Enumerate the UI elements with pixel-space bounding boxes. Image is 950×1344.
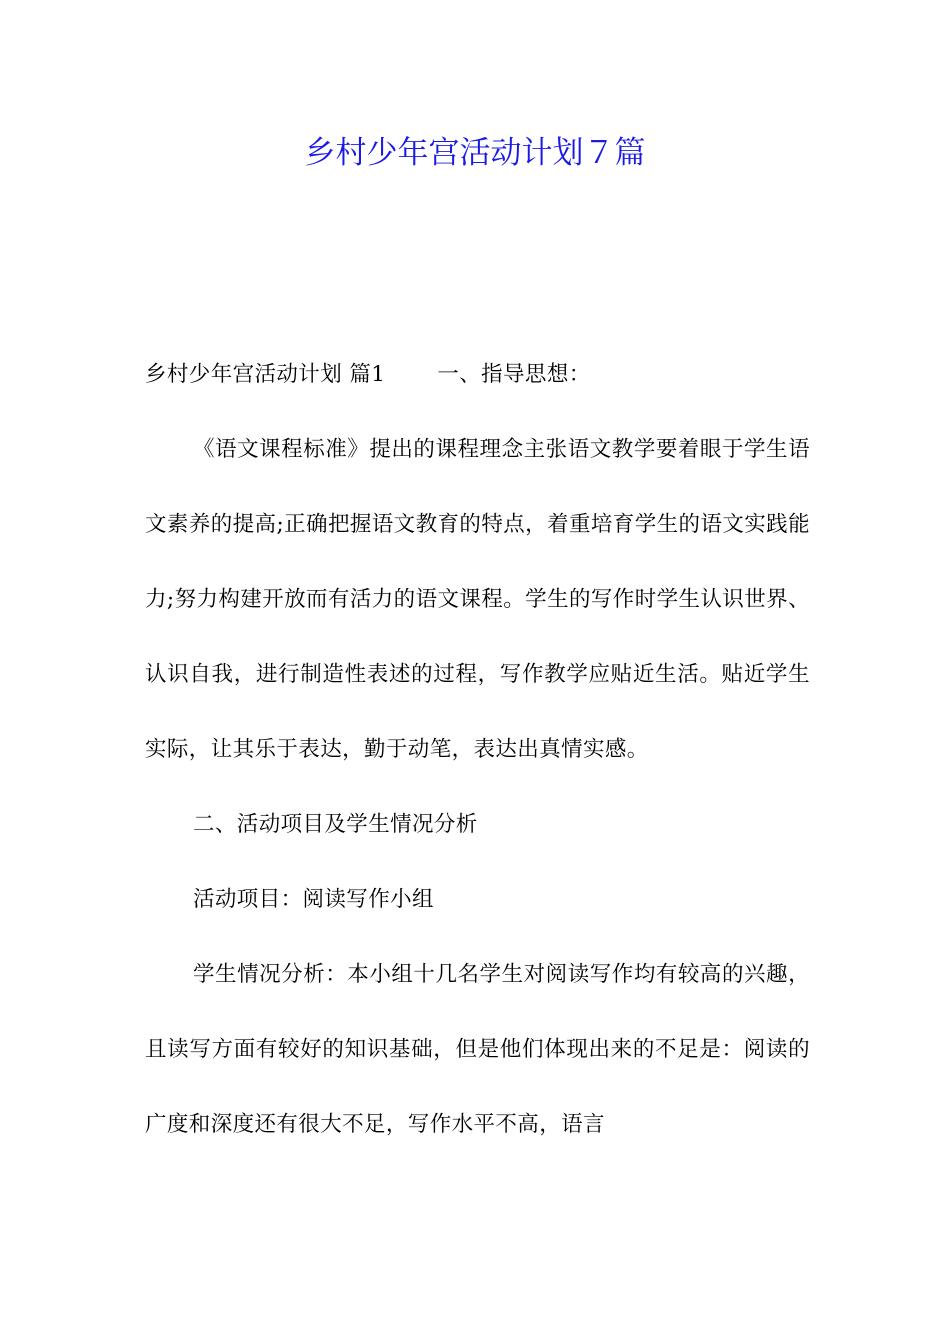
section-label: 乡村少年宫活动计划 篇1 [145,362,386,387]
activity-project-line: 活动项目：阅读写作小组 [193,887,434,912]
heading-guiding-thought: 一、指导思想： [437,362,591,387]
paragraph-curriculum: 《语文课程标准》提出的课程理念主张语文教学要着眼于学生语文素养的提高;正确把握语文教育的特点，着重培育学生的语文实践能力;努力构建开放而有活力的语文课程。学生的写作时学生认识世界、认识自我，进行制造性表述的过程，写作教学应贴近生活。贴近学生实际，让其乐于表达，勤于动笔，表达出真情实感。 [145,437,810,762]
paragraph-student-analysis: 学生情况分析：本小组十几名学生对阅读写作均有较高的兴趣，且读写方面有较好的知识基础，但是他们体现出来的不足是：阅读的广度和深度还有很大不足，写作水平不高，语言 [145,962,810,1137]
section-first-line [145,337,810,412]
document-title: 乡村少年宫活动计划７篇 [304,135,646,171]
heading-activity-analysis: 二、活动项目及学生情况分析 [193,812,478,837]
document-body [145,337,810,1162]
